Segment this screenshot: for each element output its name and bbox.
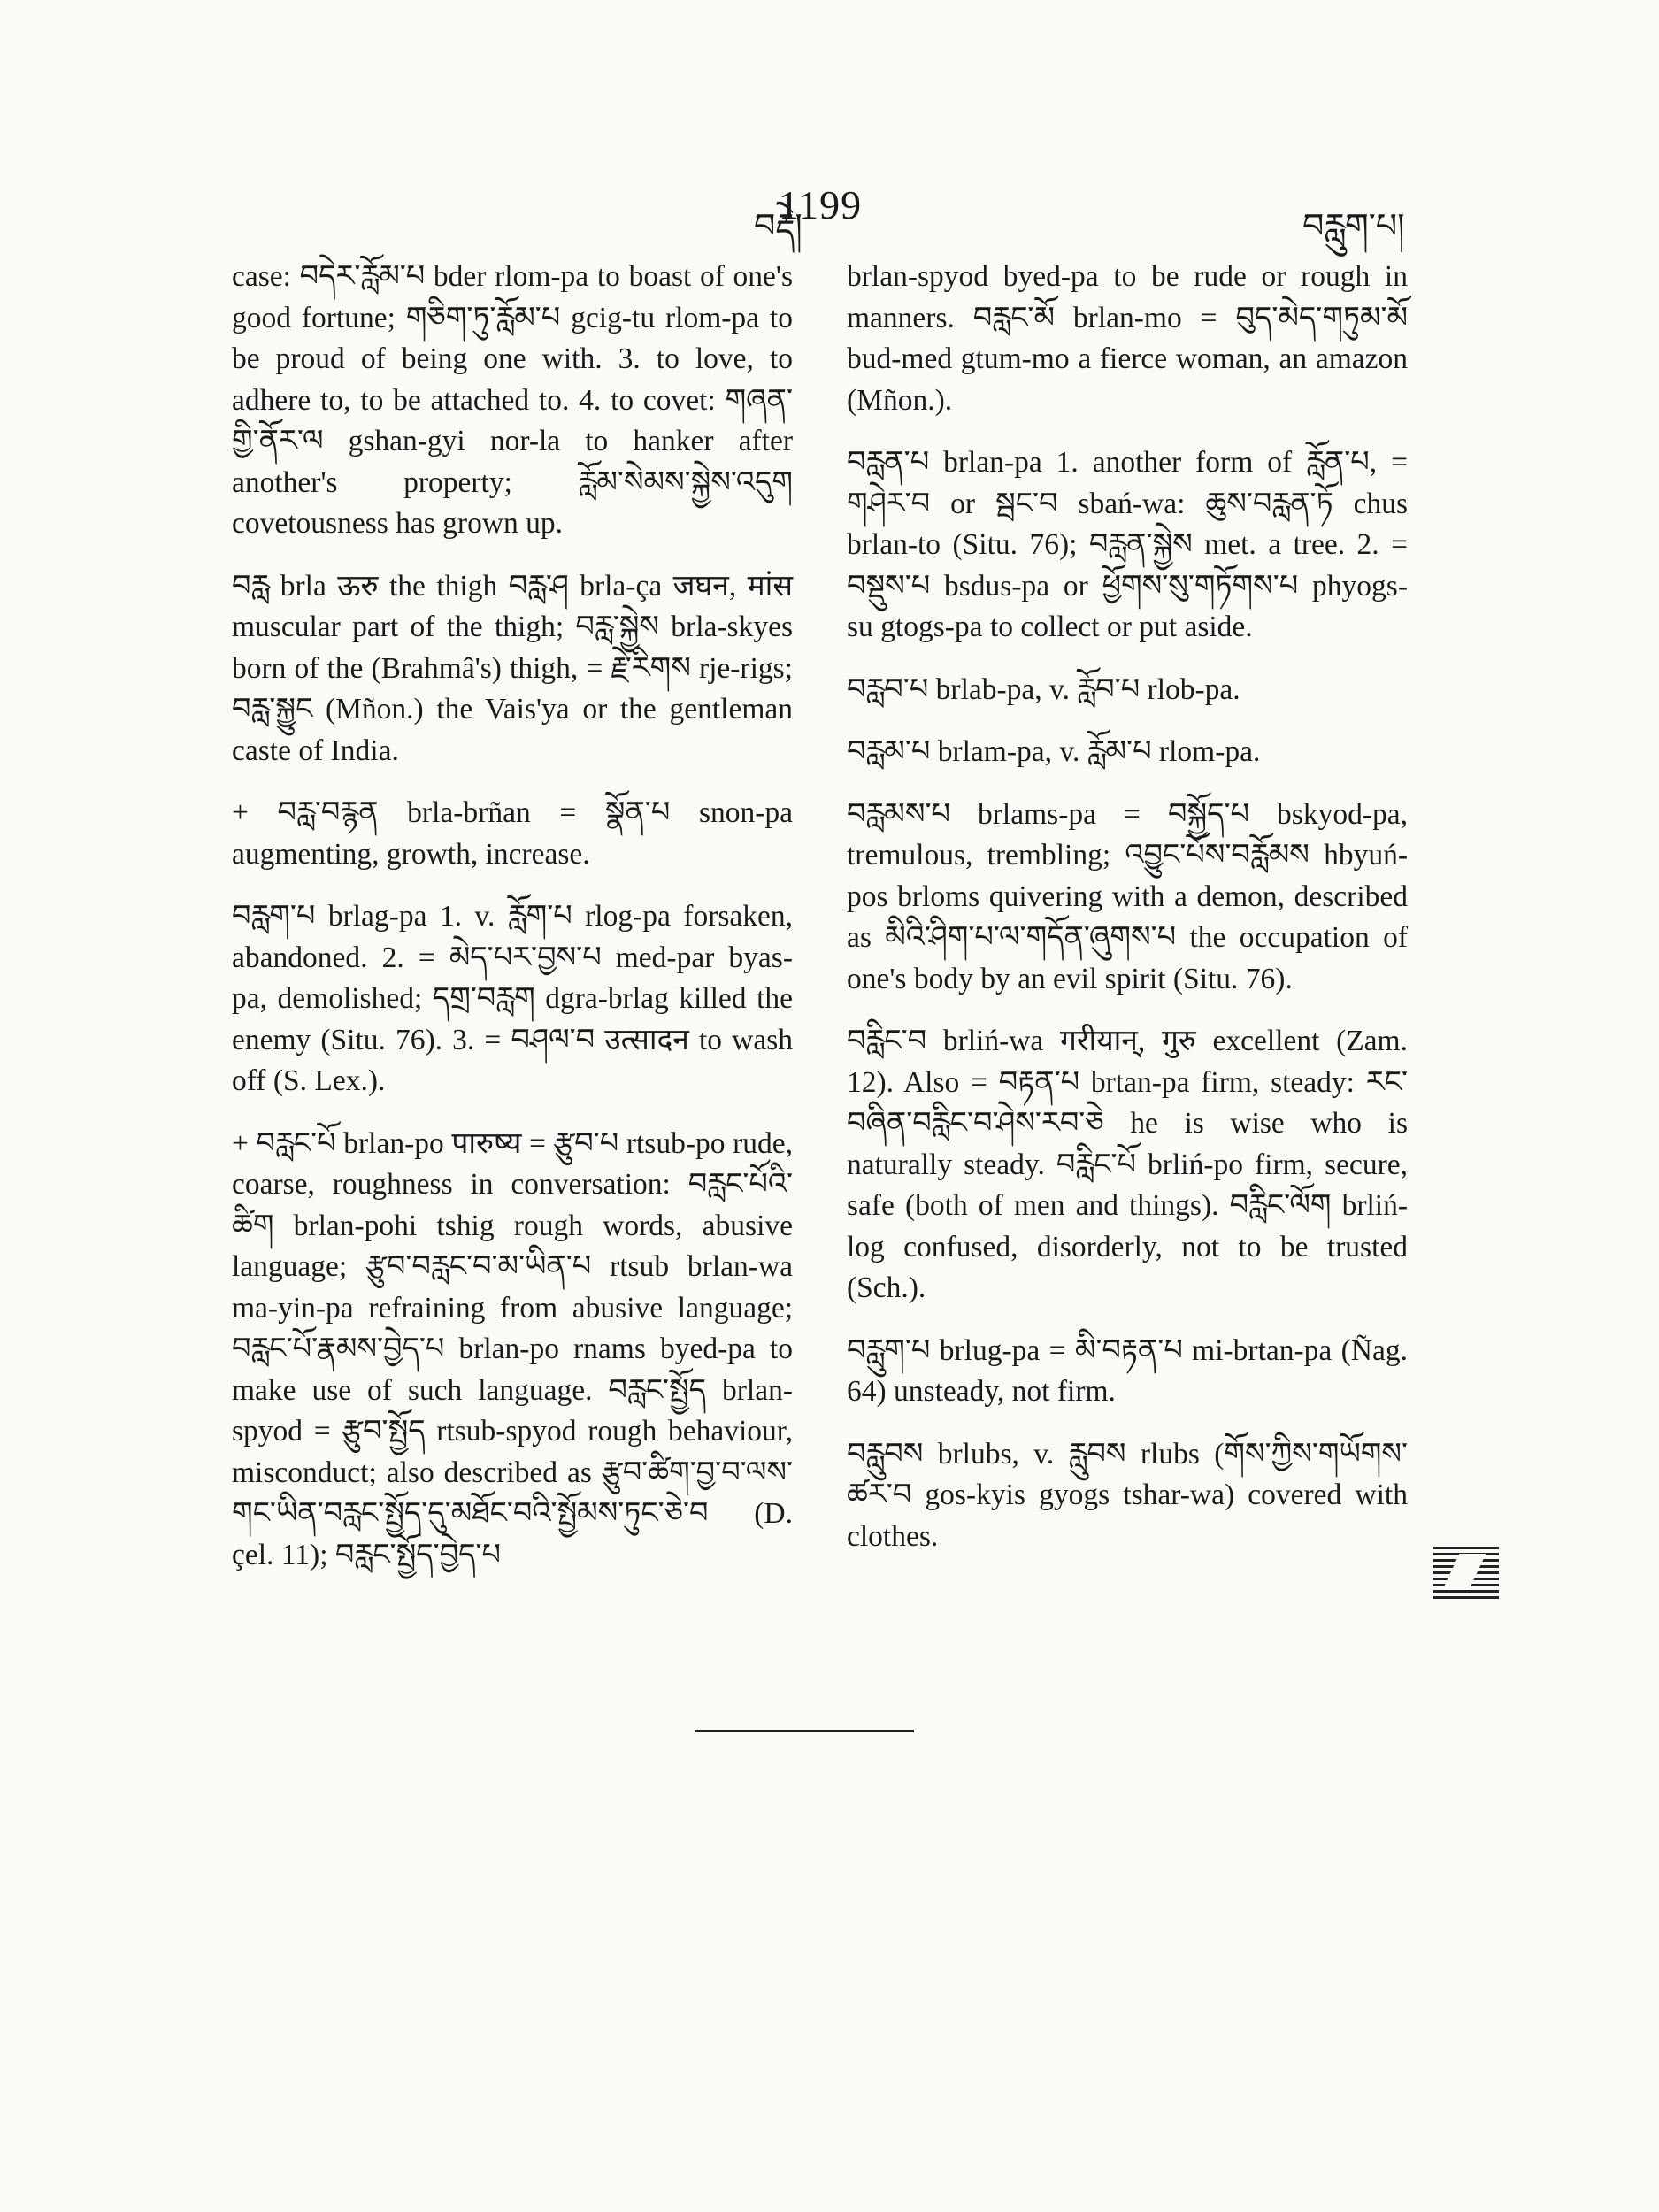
entry-brlag-pa [232, 896, 793, 1102]
left-headword: བརྡེ། [754, 206, 803, 245]
entry-brla [232, 566, 793, 772]
entry-text: བརླམས་པ brlams-pa = བསྐྱོད་པ bskyod-pa, tremulous, trembling; འབྱུང་པོས་བརློམས hbyuń-pos brloms quivering with a demon, described as མིའི་ཤིག་པ་ལ་གདོན་ཞུགས་པ the occupation of one's body by an evil spirit (Situ. 76). [847, 797, 1408, 995]
entry-text: བརླུག་པ brlug-pa = མི་བརྟན་པ mi-brtan-pa (Ñag. 64) unsteady, not firm. [847, 1333, 1408, 1408]
entry-brlam-pa [847, 732, 1408, 773]
right-headword: བརླུག་པ། [1302, 206, 1405, 245]
entry-brlan-pa [847, 442, 1408, 649]
entry-brlin-wa [847, 1021, 1408, 1310]
entry-brlubs [847, 1434, 1408, 1558]
entry-text: + བརླང་པོ brlan-po पारुष्य = རྩུབ་པ rtsub-po rude, coarse, roughness in conversation: བརླང་པོའི་ཚིག brlan-pohi tshig rough words, abusive language; རྩུབ་བརླང་བ་མ་ཡིན་པ rtsub brlan-wa ma-yin-pa refraining from abusive language; བརླང་པོ་རྣམས་བྱེད་པ brlan-po rnams byed-pa to make use of such language. བརླང་སྤྱོད brlan-spyod = རྩུབ་སྤྱོད rtsub-spyod rough behaviour, misconduct; also described as རྩུབ་ཚིག་བྱ་བ་ལས་གང་ཡིན་བརླང་སྤྱོད་དུ་མཐོང་བའི་སྤྱོམས་ཏུང་ཅེ་བ (D. çel. 11); བརླང་སྤྱོད་བྱེད་པ [232, 1126, 793, 1571]
entry-continuation [232, 257, 793, 545]
entry-text: བརླིང་བ brliń-wa गरीयान्, गुरु excellent (Zam. 12). Also = བརྟན་པ brtan-pa firm, steady: རང་བཞིན་བརླིང་བ་ཤེས་རབ་ཅེ he is wise who is naturally steady. བརླིང་པོ brliń-po firm, secure, safe (both of men and things). བརླིང་ལོག brliń-log confused, disorderly, not to be trusted (Sch.). [847, 1025, 1408, 1304]
left-column [232, 257, 793, 1597]
entry-continuation [847, 257, 1408, 421]
entry-text: case: བདེར་རློམ་པ bder rlom-pa to boast of one's good fortune; གཅིག་ཏུ་རློམ་པ gcig-tu rlom-pa to be proud of being one with. 3. to love, to adhere to, to be attached to. 4. to covet: གཞན་གྱི་ནོར་ལ gshan-gyi nor-la to hanker after another's property; རློམ་སེམས་སྐྱེས་འདུག covetousness has grown up. [232, 260, 793, 540]
entry-text: བརླུབས brlubs, v. རླུབས rlubs (གོས་ཀྱིས་གཡོགས་ཚར་བ gos-kyis gyogs tshar-wa) covered with clothes. [847, 1437, 1408, 1553]
entry-brla-brnan [232, 793, 793, 875]
entry-brlan-po [232, 1124, 793, 1577]
entry-text: + བརླ་བརྙན brla-brñan = སྣོན་པ snon-pa augmenting, growth, increase. [232, 796, 793, 871]
entry-text: བརླག་པ brlag-pa 1. v. རློག་པ rlog-pa forsaken, abandoned. 2. = མེད་པར་བྱས་པ med-par byas-pa, demolished; དགྲ་བརླག dgra-brlag killed the enemy (Situ. 76). 3. = བཤལ་བ उत्सादन to wash off (S. Lex.). [232, 900, 793, 1097]
entry-text: བརླན་པ brlan-pa 1. another form of རློན་པ, = གཤེར་བ or སྦང་བ sbań-wa: ཆུས་བརླན་ཏོ chus brlan-to (Situ. 76); བརླན་སྐྱེས met. a tree. 2. = བསྡུས་པ bsdus-pa or ཕྱོགས་སུ་གཏོགས་པ phyogs-su gtogs-pa to collect or put aside. [847, 446, 1408, 643]
page-number: 1199 [778, 182, 863, 227]
entry-brlug-pa [847, 1331, 1408, 1413]
entry-text: brlan-spyod byed-pa to be rude or rough in manners. བརླང་མོ brlan-mo = བུད་མེད་གཏུམ་མོ bud-med gtum-mo a fierce woman, an amazon (Mñon.). [847, 260, 1408, 417]
entry-text: བརླ brla ऊरु the thigh བརླ་ཤ brla-ça जघन, मांस muscular part of the thigh; བརླ་སྐྱེས brla-skyes born of the (Brahmâ's) thigh, = རྗེ་རིགས rje-rigs; བརླ་སྐྱུང (Mñon.) the Vais'ya or the gentleman caste of India. [232, 569, 793, 767]
entry-text: བརླམ་པ brlam-pa, v. རློམ་པ rlom-pa. [847, 735, 1261, 768]
entry-brlams-pa [847, 795, 1408, 1001]
end-rule [695, 1730, 914, 1732]
entry-brlab-pa [847, 670, 1408, 711]
tailpiece-ornament-icon [1433, 1547, 1499, 1601]
right-column [847, 257, 1408, 1578]
running-header [232, 181, 1409, 245]
entry-text: བརླབ་པ brlab-pa, v. རློབ་པ rlob-pa. [847, 672, 1240, 706]
